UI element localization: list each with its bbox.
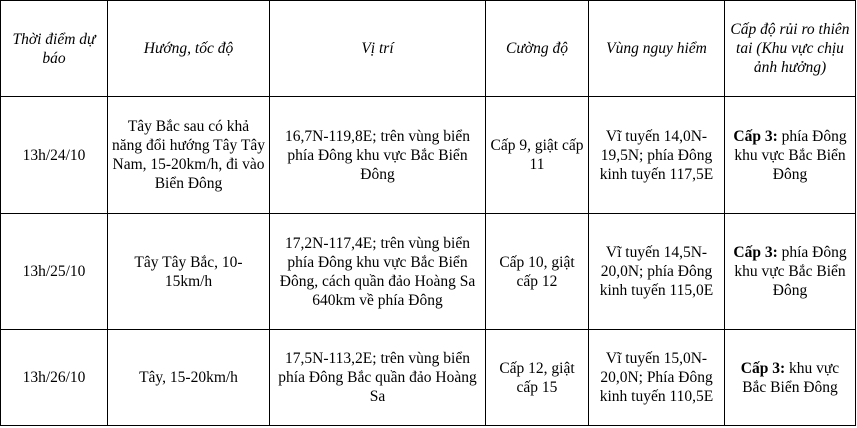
risk-level-label: Cấp 3: (733, 244, 778, 261)
table-row (1, 330, 856, 426)
cell-forecast-time: 13h/24/10 (1, 97, 108, 214)
cell-risk-level (725, 214, 856, 330)
cell-forecast-time: 13h/26/10 (1, 330, 108, 426)
cell-intensity: Cấp 9, giật cấp 11 (486, 97, 589, 214)
cell-intensity: Cấp 12, giật cấp 15 (486, 330, 589, 426)
risk-level-area: phía Đông khu vực Bắc Biển Đông (734, 244, 847, 299)
cell-danger-zone: Vĩ tuyến 15,0N-20,0N; Phía Đông kinh tuyến 110,5E (589, 330, 725, 426)
cell-position: 16,7N-119,8E; trên vùng biển phía Đông khu vực Bắc Biển Đông (270, 97, 486, 214)
risk-level-area: khu vực Bắc Biển Đông (742, 359, 840, 396)
header-risk-level: Cấp độ rủi ro thiên tai (Khu vực chịu ảnh hưởng) (725, 1, 856, 97)
cell-intensity: Cấp 10, giật cấp 12 (486, 214, 589, 330)
cell-danger-zone: Vĩ tuyến 14,5N-20,0N; phía Đông kinh tuyến 115,0E (589, 214, 725, 330)
cell-direction-speed: Tây Tây Bắc, 10-15km/h (108, 214, 270, 330)
risk-level-label: Cấp 3: (740, 359, 786, 377)
header-position: Vị trí (270, 1, 486, 97)
header-direction-speed: Hướng, tốc độ (108, 1, 270, 97)
cell-danger-zone: Vĩ tuyến 14,0N-19,5N; phía Đông kinh tuyến 117,5E (589, 97, 725, 214)
header-intensity: Cường độ (486, 1, 589, 97)
cell-position: 17,5N-113,2E; trên vùng biển phía Đông Bắc quần đảo Hoàng Sa (270, 330, 486, 426)
cell-forecast-time: 13h/25/10 (1, 214, 108, 330)
risk-level-label: Cấp 3: (733, 127, 778, 145)
cell-risk-level (725, 330, 856, 426)
table-row (1, 214, 856, 330)
table-row (1, 97, 856, 214)
table-header-row (1, 1, 856, 97)
cell-position: 17,2N-117,4E; trên vùng biển phía Đông khu vực Bắc Biển Đông, cách quần đảo Hoàng Sa 640km về phía Đông (270, 214, 486, 330)
cell-direction-speed: Tây Bắc sau có khả năng đổi hướng Tây Tây Nam, 15-20km/h, đi vào Biển Đông (108, 97, 270, 214)
risk-level-area: phía Đông khu vực Bắc Biển Đông (734, 127, 847, 183)
header-forecast-time: Thời điểm dự báo (1, 1, 108, 97)
cell-direction-speed: Tây, 15-20km/h (108, 330, 270, 426)
header-danger-zone: Vùng nguy hiểm (589, 1, 725, 97)
cell-risk-level (725, 97, 856, 214)
